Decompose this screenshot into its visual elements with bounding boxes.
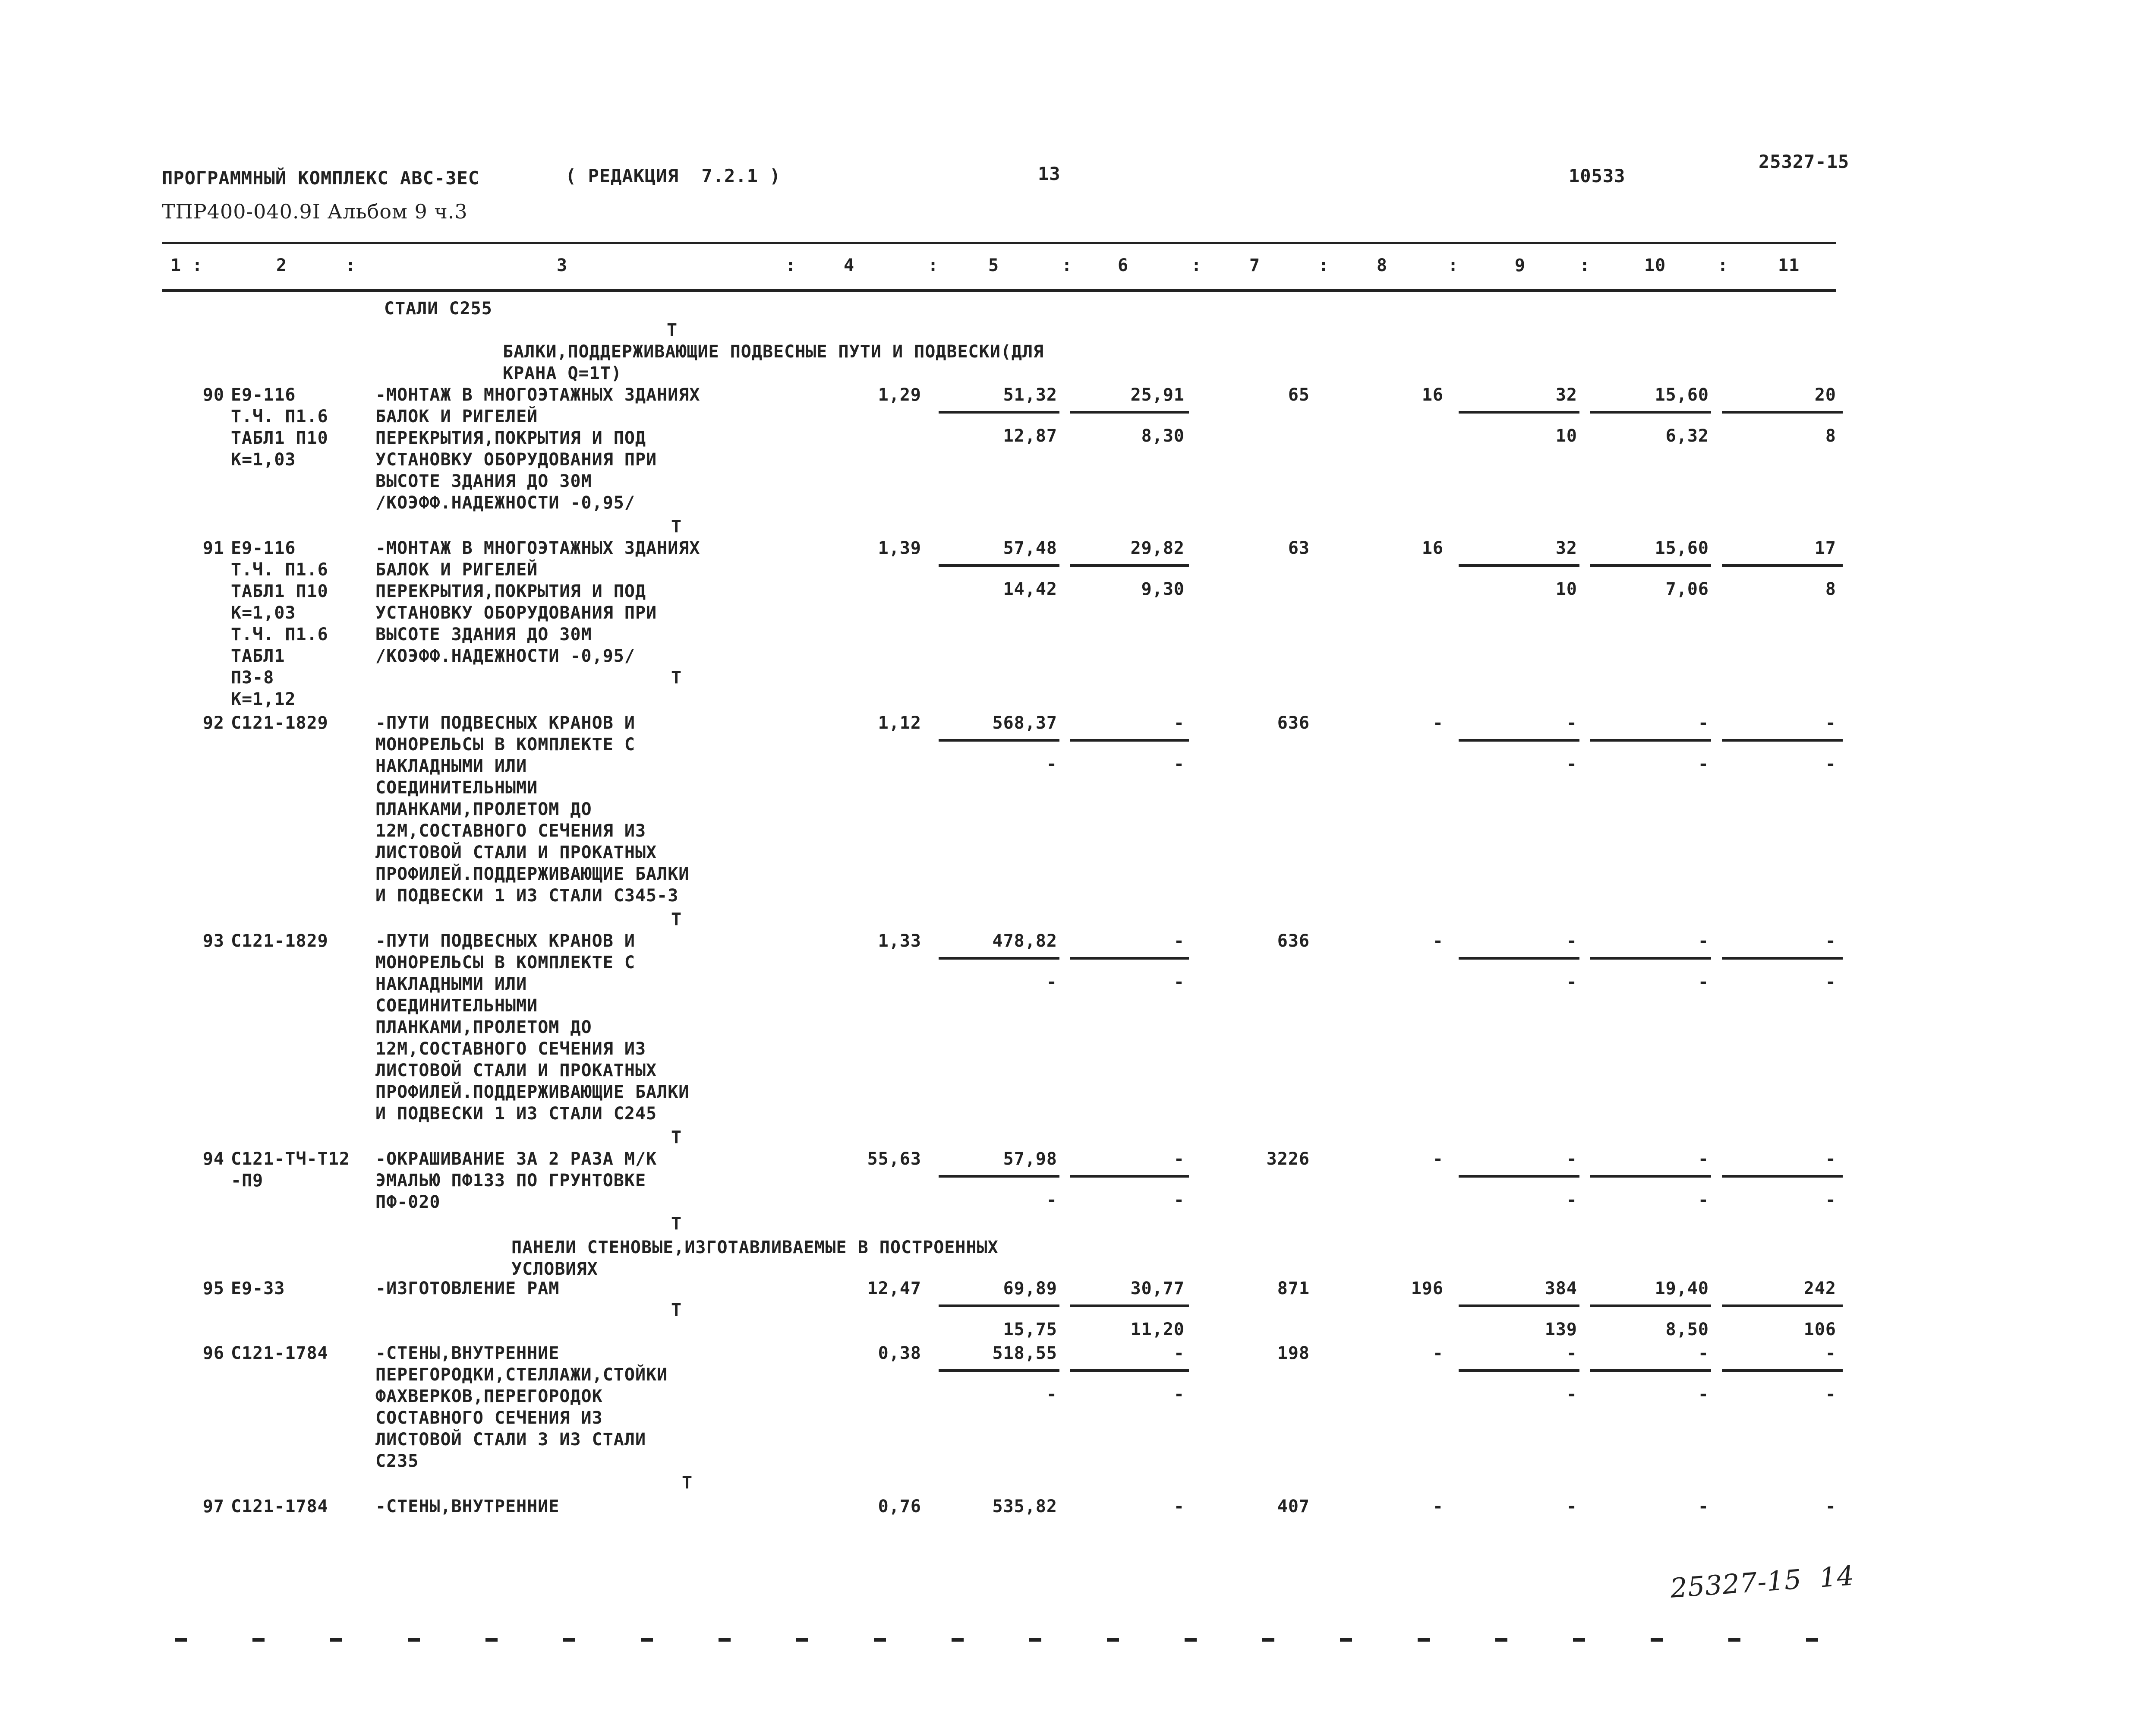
cell-c6b: 11,20 — [1130, 1320, 1185, 1339]
cell-c6: 29,82 — [1130, 538, 1185, 558]
row-description: ЛИСТОВОЙ СТАЛИ 3 ИЗ СТАЛИ — [375, 1430, 646, 1450]
cell-c11b: - — [1825, 1384, 1836, 1404]
cell-c10: - — [1698, 1343, 1709, 1363]
fraction-bar — [1459, 411, 1579, 414]
row-description: И ПОДВЕСКИ 1 ИЗ СТАЛИ С245 — [375, 1104, 657, 1124]
cell-c9: - — [1566, 1149, 1577, 1169]
dash-mark — [408, 1638, 420, 1642]
row-description: -МОНТАЖ В МНОГОЭТАЖНЫХ ЗДАНИЯХ — [375, 385, 700, 405]
section-beams-title: БАЛКИ,ПОДДЕРЖИВАЮЩИЕ ПОДВЕСНЫЕ ПУТИ И ПОДВЕСКИ(ДЛЯ — [503, 342, 1044, 362]
row-code: С121-1829 — [231, 713, 328, 733]
row-number: 92 — [202, 713, 224, 733]
cell-c11: 242 — [1803, 1279, 1836, 1298]
cell-c11b: - — [1825, 1190, 1836, 1210]
cell-c5: 478,82 — [992, 931, 1057, 951]
t-mark: Т — [671, 1128, 682, 1147]
cell-c7: 65 — [1288, 385, 1310, 405]
row-description: ЛИСТОВОЙ СТАЛИ И ПРОКАТНЫХ — [375, 1061, 657, 1080]
fraction-bar — [939, 411, 1059, 414]
row-description: -ПУТИ ПОДВЕСНЫХ КРАНОВ И — [375, 931, 635, 951]
cell-c8: - — [1432, 1149, 1444, 1169]
dash-mark — [1262, 1638, 1274, 1642]
column-separator: : — [1062, 256, 1073, 275]
row-code: -П9 — [231, 1171, 264, 1191]
cell-c6b: - — [1173, 1384, 1185, 1404]
cell-c5: 568,37 — [992, 713, 1057, 733]
cell-c7: 636 — [1277, 713, 1310, 733]
dash-mark — [1185, 1638, 1197, 1642]
dash-mark — [1107, 1638, 1119, 1642]
row-code: Е9-116 — [231, 538, 296, 558]
column-number-4: 4 — [844, 256, 855, 275]
dash-mark — [1495, 1638, 1507, 1642]
cell-c10b: - — [1698, 754, 1709, 774]
column-separator: : — [192, 256, 203, 275]
cell-c6: - — [1173, 1497, 1185, 1516]
t-mark: Т — [682, 1473, 693, 1493]
row-description: 12М,СОСТАВНОГО СЕЧЕНИЯ ИЗ — [375, 1039, 646, 1059]
t-mark: Т — [671, 1214, 682, 1234]
row-description: БАЛОК И РИГЕЛЕЙ — [375, 560, 538, 580]
column-separator: : — [928, 256, 939, 275]
row-number: 90 — [202, 385, 224, 405]
cell-c10b: 8,50 — [1665, 1320, 1709, 1339]
column-separator: : — [1191, 256, 1202, 275]
cell-c5: 535,82 — [992, 1497, 1057, 1516]
fraction-bar — [1590, 739, 1711, 742]
cell-c6b: - — [1173, 1190, 1185, 1210]
row-description: -ИЗГОТОВЛЕНИЕ РАМ — [375, 1279, 560, 1298]
cell-c9: - — [1566, 713, 1577, 733]
cell-c7: 871 — [1277, 1279, 1310, 1298]
fraction-bar — [1590, 1175, 1711, 1178]
cell-c8: - — [1432, 1343, 1444, 1363]
row-code: К=1,12 — [231, 689, 296, 709]
cell-c6: 30,77 — [1130, 1279, 1185, 1298]
handwritten-note: 25327-15 14 — [1669, 1560, 1856, 1604]
fraction-bar — [1070, 739, 1189, 742]
document-code: 10533 — [1569, 165, 1626, 186]
row-number: 97 — [202, 1497, 224, 1516]
cell-c8: - — [1432, 713, 1444, 733]
section-steel-c255: СТАЛИ С255 — [384, 299, 492, 319]
fraction-bar — [1722, 564, 1843, 567]
cell-c10: - — [1698, 713, 1709, 733]
cell-c11: - — [1825, 931, 1836, 951]
row-code: Т.Ч. П1.6 — [231, 625, 328, 644]
row-code: К=1,03 — [231, 450, 296, 470]
fraction-bar — [1722, 411, 1843, 414]
row-description: ПЛАНКАМИ,ПРОЛЕТОМ ДО — [375, 1017, 592, 1037]
header-top-rule — [162, 242, 1836, 244]
fraction-bar — [1722, 957, 1843, 960]
cell-c9b: - — [1566, 972, 1577, 992]
cell-c11b: - — [1825, 754, 1836, 774]
row-code: Е9-33 — [231, 1279, 285, 1298]
row-description: ПЕРЕКРЫТИЯ,ПОКРЫТИЯ И ПОД — [375, 581, 646, 601]
row-number: 96 — [202, 1343, 224, 1363]
dash-mark — [1573, 1638, 1585, 1642]
row-description: ВЫСОТЕ ЗДАНИЯ ДО 30М — [375, 471, 592, 491]
cell-c7: 63 — [1288, 538, 1310, 558]
cell-c4: 1,29 — [878, 385, 921, 405]
cell-c9: - — [1566, 1343, 1577, 1363]
cell-c10: 15,60 — [1655, 385, 1709, 405]
t-mark: Т — [671, 668, 682, 688]
row-description: ПЛАНКАМИ,ПРОЛЕТОМ ДО — [375, 799, 592, 819]
section-panels-title-2: УСЛОВИЯХ — [511, 1259, 598, 1279]
fraction-bar — [939, 1369, 1059, 1372]
column-separator: : — [1318, 256, 1330, 275]
cell-c11: - — [1825, 1149, 1836, 1169]
column-number-10: 10 — [1644, 256, 1666, 275]
cell-c9: 32 — [1555, 385, 1577, 405]
cell-c9b: - — [1566, 1190, 1577, 1210]
cell-c5: 57,98 — [1003, 1149, 1057, 1169]
dash-mark — [563, 1638, 575, 1642]
dash-mark — [175, 1638, 187, 1642]
cell-c6: - — [1173, 1149, 1185, 1169]
fraction-bar — [1722, 1369, 1843, 1372]
dash-mark — [1418, 1638, 1430, 1642]
cell-c7: 3226 — [1266, 1149, 1310, 1169]
fraction-bar — [1590, 1304, 1711, 1307]
row-code: П3-8 — [231, 668, 274, 688]
cell-c7: 636 — [1277, 931, 1310, 951]
dash-mark — [330, 1638, 342, 1642]
fraction-bar — [1590, 564, 1711, 567]
dash-mark — [1340, 1638, 1352, 1642]
dash-mark — [796, 1638, 808, 1642]
dash-mark — [641, 1638, 653, 1642]
cell-c9b: 10 — [1555, 426, 1577, 446]
cell-c5: 69,89 — [1003, 1279, 1057, 1298]
cell-c10: - — [1698, 1497, 1709, 1516]
cell-c11b: 8 — [1825, 426, 1836, 446]
column-number-3: 3 — [557, 256, 568, 275]
row-description: ЛИСТОВОЙ СТАЛИ И ПРОКАТНЫХ — [375, 843, 657, 862]
cell-c4: 55,63 — [867, 1149, 921, 1169]
cell-c9: - — [1566, 1497, 1577, 1516]
cell-c10: - — [1698, 931, 1709, 951]
column-separator: : — [1579, 256, 1591, 275]
cell-c10b: - — [1698, 972, 1709, 992]
document-number: 25327-15 — [1759, 151, 1850, 172]
cell-c9b: - — [1566, 1384, 1577, 1404]
dash-mark — [874, 1638, 886, 1642]
dash-mark — [1806, 1638, 1818, 1642]
cell-c5: 57,48 — [1003, 538, 1057, 558]
cell-c9: 384 — [1545, 1279, 1577, 1298]
fraction-bar — [1070, 957, 1189, 960]
fraction-bar — [1070, 564, 1189, 567]
row-code: Т.Ч. П1.6 — [231, 407, 328, 426]
column-number-2: 2 — [276, 256, 287, 275]
row-code: С121-1784 — [231, 1343, 328, 1363]
cell-c10: 15,60 — [1655, 538, 1709, 558]
fraction-bar — [1070, 1369, 1189, 1372]
t-mark: Т — [671, 1300, 682, 1320]
fraction-bar — [939, 957, 1059, 960]
cell-c5: 51,32 — [1003, 385, 1057, 405]
cell-c4: 0,38 — [878, 1343, 921, 1363]
row-code: С121-ТЧ-Т12 — [231, 1149, 350, 1169]
cell-c5b: - — [1046, 1190, 1057, 1210]
cell-c10b: 7,06 — [1665, 579, 1709, 599]
cell-c6: - — [1173, 1343, 1185, 1363]
column-separator: : — [1718, 256, 1729, 275]
row-description: ПРОФИЛЕЙ.ПОДДЕРЖИВАЮЩИЕ БАЛКИ — [375, 864, 690, 884]
dash-mark — [952, 1638, 964, 1642]
fraction-bar — [1070, 1304, 1189, 1307]
fraction-bar — [939, 564, 1059, 567]
row-code: К=1,03 — [231, 603, 296, 623]
row-description: /КОЭФФ.НАДЕЖНОСТИ -0,95/ — [375, 646, 635, 666]
row-code: С121-1784 — [231, 1497, 328, 1516]
fraction-bar — [939, 1175, 1059, 1178]
fraction-bar — [1722, 1175, 1843, 1178]
row-number: 94 — [202, 1149, 224, 1169]
row-code: Е9-116 — [231, 385, 296, 405]
fraction-bar — [1459, 564, 1579, 567]
cell-c11: - — [1825, 1497, 1836, 1516]
row-code: ТАБЛ1 — [231, 646, 285, 666]
program-title: ПРОГРАММНЫЙ КОМПЛЕКС АВС-ЗЕС — [162, 167, 480, 189]
cell-c11: - — [1825, 713, 1836, 733]
cell-c10b: - — [1698, 1190, 1709, 1210]
row-description: СОЕДИНИТЕЛЬНЫМИ — [375, 996, 538, 1016]
column-number-5: 5 — [988, 256, 999, 275]
cell-c5b: 15,75 — [1003, 1320, 1057, 1339]
dash-mark — [1651, 1638, 1663, 1642]
cell-c4: 1,33 — [878, 931, 921, 951]
album-subtitle: ТПР400-040.9I Альбом 9 ч.3 — [162, 200, 468, 223]
row-description: -СТЕНЫ,ВНУТРЕННИЕ — [375, 1343, 560, 1363]
row-description: МОНОРЕЛЬСЫ В КОМПЛЕКТЕ С — [375, 735, 635, 755]
cell-c6b: - — [1173, 754, 1185, 774]
row-description: -МОНТАЖ В МНОГОЭТАЖНЫХ ЗДАНИЯХ — [375, 538, 700, 558]
cell-c4: 1,39 — [878, 538, 921, 558]
row-code: ТАБЛ1 П10 — [231, 428, 328, 448]
row-description: СОЕДИНИТЕЛЬНЫМИ — [375, 778, 538, 798]
cell-c9b: 139 — [1545, 1320, 1577, 1339]
fraction-bar — [1590, 957, 1711, 960]
t-mark: Т — [671, 517, 682, 537]
cell-c11b: - — [1825, 972, 1836, 992]
row-description: ПРОФИЛЕЙ.ПОДДЕРЖИВАЮЩИЕ БАЛКИ — [375, 1082, 690, 1102]
fraction-bar — [1459, 1304, 1579, 1307]
row-description: НАКЛАДНЫМИ ИЛИ — [375, 974, 527, 994]
row-description: БАЛОК И РИГЕЛЕЙ — [375, 407, 538, 426]
cell-c6: - — [1173, 931, 1185, 951]
row-description: /КОЭФФ.НАДЕЖНОСТИ -0,95/ — [375, 493, 635, 513]
row-description: НАКЛАДНЫМИ ИЛИ — [375, 756, 527, 776]
row-description: 12М,СОСТАВНОГО СЕЧЕНИЯ ИЗ — [375, 821, 646, 841]
row-description: ПФ-020 — [375, 1192, 441, 1212]
cell-c7: 407 — [1277, 1497, 1310, 1516]
row-description: ВЫСОТЕ ЗДАНИЯ ДО 30М — [375, 625, 592, 644]
row-number: 95 — [202, 1279, 224, 1298]
row-description: -ОКРАШИВАНИЕ ЗА 2 РАЗА М/К — [375, 1149, 657, 1169]
cell-c10b: - — [1698, 1384, 1709, 1404]
row-description: УСТАНОВКУ ОБОРУДОВАНИЯ ПРИ — [375, 603, 657, 623]
dash-mark — [1029, 1638, 1041, 1642]
edition-label: ( РЕДАКЦИЯ 7.2.1 ) — [565, 165, 781, 186]
cell-c6b: - — [1173, 972, 1185, 992]
cell-c11: 17 — [1814, 538, 1836, 558]
row-code: Т.Ч. П1.6 — [231, 560, 328, 580]
section-beams-title-2: КРАНА Q=1Т) — [503, 363, 622, 383]
cell-c8: - — [1432, 931, 1444, 951]
cell-c5b: 14,42 — [1003, 579, 1057, 599]
fraction-bar — [939, 1304, 1059, 1307]
cell-c9b: 10 — [1555, 579, 1577, 599]
row-description: МОНОРЕЛЬСЫ В КОМПЛЕКТЕ С — [375, 953, 635, 973]
cell-c6b: 8,30 — [1141, 426, 1185, 446]
cell-c5b: 12,87 — [1003, 426, 1057, 446]
cell-c5: 518,55 — [992, 1343, 1057, 1363]
fraction-bar — [1722, 1304, 1843, 1307]
fraction-bar — [1722, 739, 1843, 742]
column-separator: : — [785, 256, 797, 275]
column-number-11: 11 — [1778, 256, 1800, 275]
cell-c11b: 106 — [1803, 1320, 1836, 1339]
t-mark: Т — [667, 320, 678, 340]
fraction-bar — [939, 739, 1059, 742]
cell-c5b: - — [1046, 754, 1057, 774]
column-separator: : — [345, 256, 356, 275]
cell-c5b: - — [1046, 1384, 1057, 1404]
fraction-bar — [1459, 1175, 1579, 1178]
cell-c10: 19,40 — [1655, 1279, 1709, 1298]
column-number-7: 7 — [1249, 256, 1261, 275]
cell-c4: 12,47 — [867, 1279, 921, 1298]
cell-c4: 1,12 — [878, 713, 921, 733]
header-bottom-rule — [162, 289, 1836, 292]
fraction-bar — [1459, 1369, 1579, 1372]
cell-c8: 196 — [1411, 1279, 1444, 1298]
page-number: 13 — [1038, 163, 1061, 184]
column-separator: : — [1448, 256, 1459, 275]
fraction-bar — [1459, 957, 1579, 960]
row-description: ЭМАЛЬЮ ПФ133 ПО ГРУНТОВКЕ — [375, 1171, 646, 1191]
fraction-bar — [1070, 1175, 1189, 1178]
cell-c11b: 8 — [1825, 579, 1836, 599]
section-panels-title: ПАНЕЛИ СТЕНОВЫЕ,ИЗГОТАВЛИВАЕМЫЕ В ПОСТРОЕННЫХ — [511, 1238, 999, 1257]
fraction-bar — [1070, 411, 1189, 414]
row-description: -СТЕНЫ,ВНУТРЕННИЕ — [375, 1497, 560, 1516]
cell-c11: - — [1825, 1343, 1836, 1363]
cell-c9: 32 — [1555, 538, 1577, 558]
dash-mark — [719, 1638, 731, 1642]
row-code: ТАБЛ1 П10 — [231, 581, 328, 601]
row-code: С121-1829 — [231, 931, 328, 951]
cell-c7: 198 — [1277, 1343, 1310, 1363]
row-description: ФАХВЕРКОВ,ПЕРЕГОРОДОК — [375, 1387, 603, 1406]
cell-c9b: - — [1566, 754, 1577, 774]
column-number-9: 9 — [1515, 256, 1526, 275]
dash-mark — [252, 1638, 265, 1642]
cell-c6: 25,91 — [1130, 385, 1185, 405]
column-number-1: 1 — [170, 256, 182, 275]
column-number-8: 8 — [1377, 256, 1388, 275]
fraction-bar — [1590, 411, 1711, 414]
row-number: 91 — [202, 538, 224, 558]
fraction-bar — [1590, 1369, 1711, 1372]
dash-mark — [1728, 1638, 1740, 1642]
row-description: УСТАНОВКУ ОБОРУДОВАНИЯ ПРИ — [375, 450, 657, 470]
cell-c10b: 6,32 — [1665, 426, 1709, 446]
row-number: 93 — [202, 931, 224, 951]
cell-c8: - — [1432, 1497, 1444, 1516]
cell-c6: - — [1173, 713, 1185, 733]
cell-c10: - — [1698, 1149, 1709, 1169]
dash-mark — [485, 1638, 498, 1642]
row-description: СОСТАВНОГО СЕЧЕНИЯ ИЗ — [375, 1408, 603, 1428]
row-description: -ПУТИ ПОДВЕСНЫХ КРАНОВ И — [375, 713, 635, 733]
t-mark: Т — [671, 910, 682, 929]
row-description: С235 — [375, 1451, 419, 1471]
cell-c5b: - — [1046, 972, 1057, 992]
row-description: ПЕРЕКРЫТИЯ,ПОКРЫТИЯ И ПОД — [375, 428, 646, 448]
cell-c8: 16 — [1422, 538, 1444, 558]
row-description: ПЕРЕГОРОДКИ,СТЕЛЛАЖИ,СТОЙКИ — [375, 1365, 668, 1385]
cell-c6b: 9,30 — [1141, 579, 1185, 599]
cell-c8: 16 — [1422, 385, 1444, 405]
cell-c9: - — [1566, 931, 1577, 951]
cell-c11: 20 — [1814, 385, 1836, 405]
row-description: И ПОДВЕСКИ 1 ИЗ СТАЛИ С345-3 — [375, 886, 679, 906]
cell-c4: 0,76 — [878, 1497, 921, 1516]
fraction-bar — [1459, 739, 1579, 742]
column-number-6: 6 — [1118, 256, 1129, 275]
